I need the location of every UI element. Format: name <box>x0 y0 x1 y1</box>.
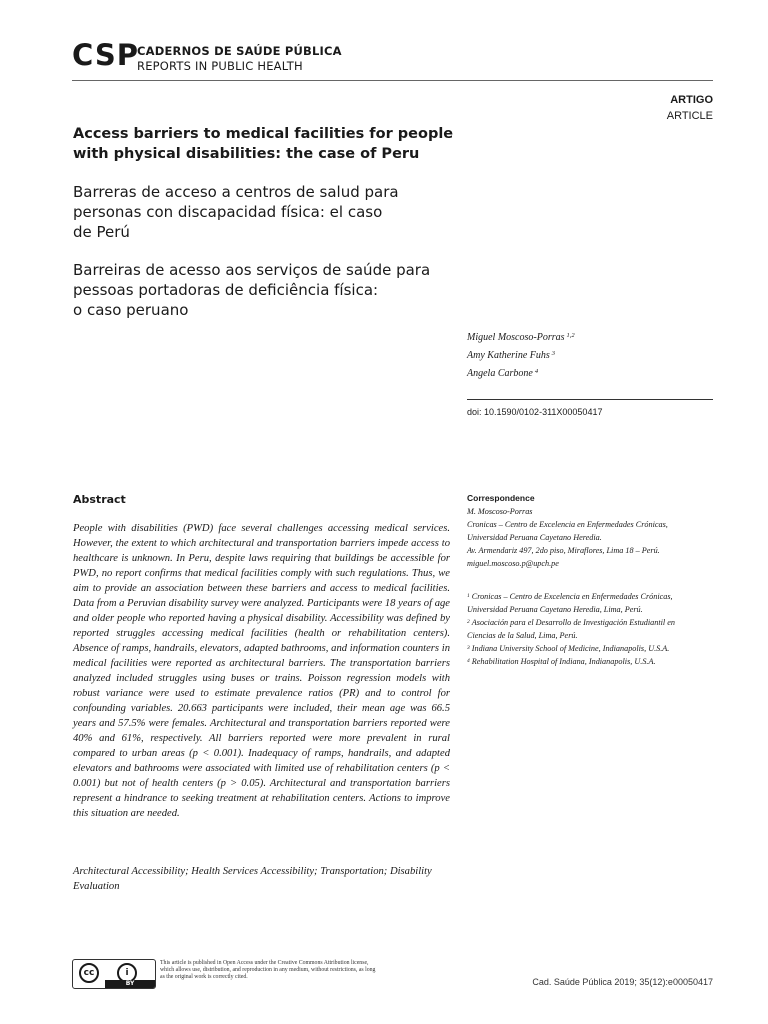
journal-subtitle: REPORTS IN PUBLIC HEALTH <box>137 59 303 73</box>
article-type-pt: ARTIGO <box>670 94 713 106</box>
title-spanish-line: Barreras de acceso a centros de salud para <box>73 183 399 201</box>
correspondence-line: Av. Armendariz 497, 2do piso, Miraflores, Lima 18 – Perú. <box>467 546 660 555</box>
affiliation-number: 3 <box>467 645 470 651</box>
author <box>467 346 717 364</box>
affiliation-number: 1 <box>467 593 470 599</box>
correspondence-email[interactable]: miguel.moscoso.p@upch.pe <box>467 559 559 568</box>
journal-logo: CSP <box>72 38 139 72</box>
citation: Cad. Saúde Pública 2019; 35(12):e00050417 <box>532 977 713 987</box>
doi-divider <box>467 399 713 400</box>
affiliation <box>467 616 717 629</box>
affiliations-block <box>467 590 717 668</box>
doi-link[interactable]: doi: 10.1590/0102-311X00050417 <box>467 407 603 417</box>
title-portuguese-line: Barreiras de acesso aos serviços de saúde para <box>73 261 431 279</box>
title-portuguese-line: o caso peruano <box>73 301 189 319</box>
cc-icon: cc <box>79 963 99 983</box>
affiliation-line: Universidad Peruana Cayetano Heredia, Lima, Perú. <box>467 605 643 614</box>
correspondence-line: Universidad Peruana Cayetano Heredia. <box>467 533 602 542</box>
title-spanish-line: personas con discapacidad física: el caso <box>73 203 383 221</box>
title-spanish-line: de Perú <box>73 223 130 241</box>
attribution-icon: i <box>117 963 137 983</box>
journal-title <box>137 44 342 74</box>
keywords: Architectural Accessibility; Health Services Accessibility; Transportation; Disability Evaluation <box>73 866 432 892</box>
abstract-body: People with disabilities (PWD) face several challenges accessing medical services. However, the extent to which architectural and transportation barriers impede access to healthcare is unknown. In Peru, despite laws requiring that buildings be accessible for PWD, no report confirms that medical facilities comply with such regulations. Thus, we aim to provide an association between these barriers and access to medical facilities. Data from a Peruvian disability survey were analyzed. Participants were 18 years of age and older people who reported having a physical disability. Accessibility was defined by reported struggles accessing medical facilities (health or rehabilitation centers). Absence of ramps, handrails, elevators, adapted bathrooms, and information counters in medical facilities were reported as architectural barriers. The transportation barriers analyzed included struggles using buses or trains. Poisson regression models with robust variance were used to estimate prevalence ratios (PR) and to control for confounding variables. 20.663 participants were included, their mean age was 66.5 years and 57.5% were females. Architectural and transportation barriers reported were 40% and 61%, respectively. All barriers reported were more prevalent in rural compared to urban areas (p < 0.001). Inadequacy of ramps, handrails, and adapted elevators and bathrooms were associated with limited use of rehabilitation centers (p < 0.001) but not of health centers (p > 0.05). Architectural and transportation barriers represent a hindrance to seeking treatment at rehabilitation centers. Actions to improve this situation are needed. <box>73 523 450 819</box>
title-english: Access barriers to medical facilities for people with physical disabilities: the case of Peru <box>73 126 454 162</box>
affiliation-number: 4 <box>467 658 470 664</box>
author <box>467 328 717 346</box>
affiliation <box>467 642 717 655</box>
author-list <box>467 328 717 382</box>
correspondence-line: M. Moscoso-Porras <box>467 507 533 516</box>
author-affiliation: 4 <box>534 368 539 375</box>
affiliation-line: Rehabilitation Hospital of Indiana, Indianapolis, U.S.A. <box>471 657 656 666</box>
creative-commons-badge[interactable] <box>72 959 156 989</box>
affiliation-line: Indiana University School of Medicine, Indianapolis, U.S.A. <box>471 644 670 653</box>
author-name: Miguel Moscoso-Porras <box>467 332 565 343</box>
license-text: This article is published in Open Access under the Creative Commons Attribution license, which allows use, distribution, and reproduction in any medium, without restrictions, as long as the original work is correctly cited. <box>160 960 376 980</box>
journal-name: CADERNOS DE SAÚDE PÚBLICA <box>137 44 342 58</box>
article-type <box>667 92 713 124</box>
article-type-en: ARTICLE <box>666 110 713 122</box>
author <box>467 364 717 382</box>
author-affiliation: 1,2 <box>566 332 575 339</box>
correspondence-line: Cronicas – Centro de Excelencia en Enfermedades Crónicas, <box>467 520 668 529</box>
affiliation-line: Asociación para el Desarrollo de Investigación Estudiantil en <box>471 618 675 627</box>
abstract-heading: Abstract <box>73 493 126 506</box>
author-affiliation: 3 <box>551 350 556 357</box>
affiliation <box>467 655 717 668</box>
affiliation-line: Ciencias de la Salud, Lima, Perú. <box>467 631 578 640</box>
title-portuguese-line: pessoas portadoras de deficiência física: <box>73 281 379 299</box>
author-name: Angela Carbone <box>467 368 533 379</box>
title-spanish <box>73 182 463 242</box>
affiliation-line: Cronicas – Centro de Excelencia en Enfermedades Crónicas, <box>471 592 673 601</box>
title-portuguese <box>73 260 463 320</box>
author-name: Amy Katherine Fuhs <box>467 350 550 361</box>
affiliation <box>467 590 717 603</box>
header-divider <box>72 80 713 81</box>
affiliation-number: 2 <box>467 619 470 625</box>
correspondence-heading: Correspondence <box>467 493 535 503</box>
by-label: BY <box>105 980 155 988</box>
correspondence-block <box>467 492 717 570</box>
